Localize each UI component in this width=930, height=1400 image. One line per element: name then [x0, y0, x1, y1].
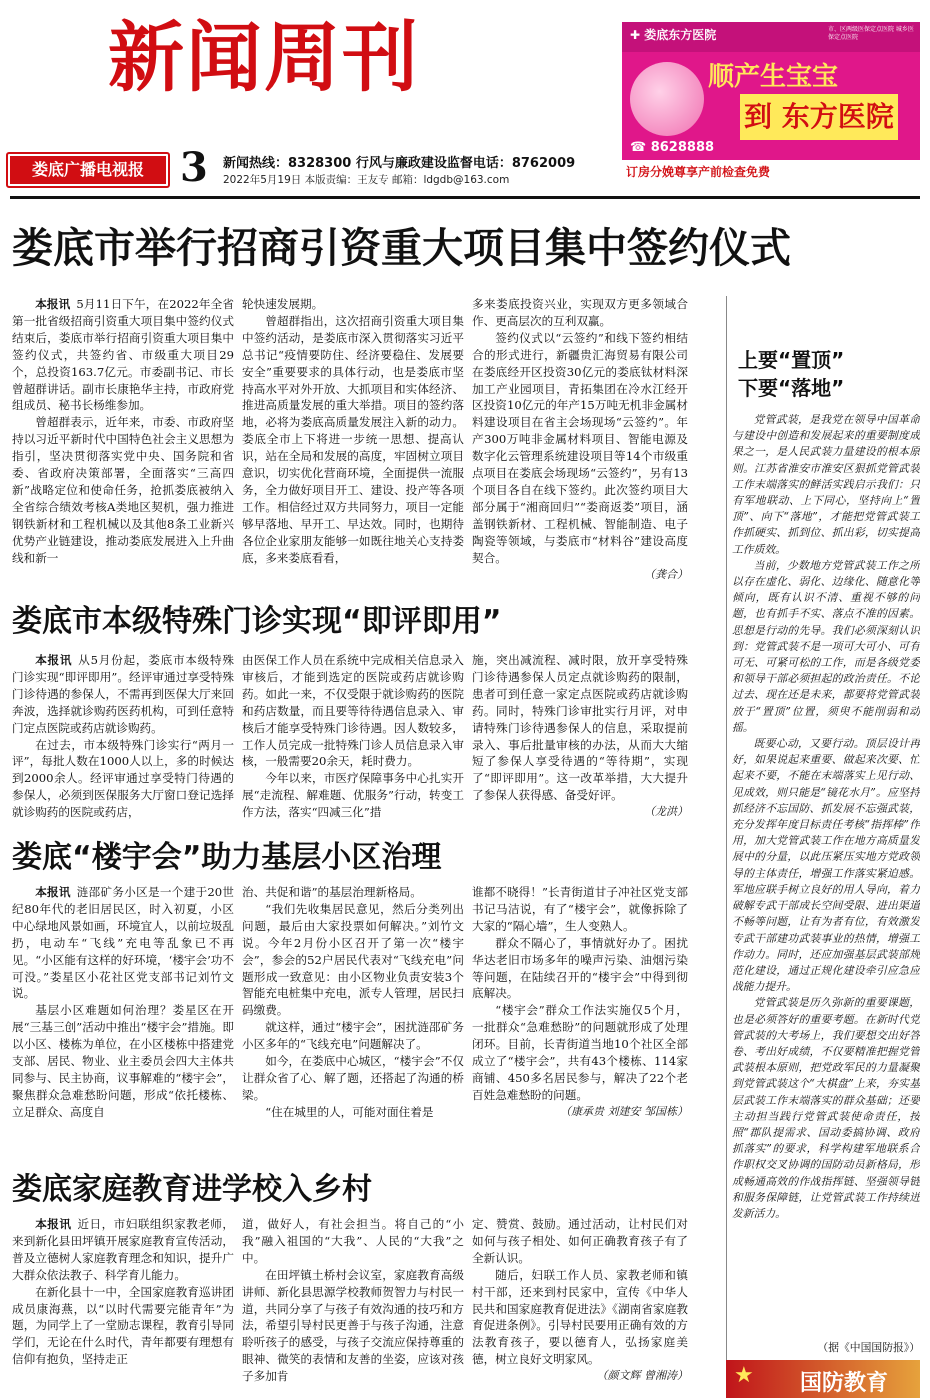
article2-byline: （龙洪）	[644, 805, 688, 819]
article4-paragraph: 在新化县十一中，全国家庭教育巡讲团成员康海燕，以“以时代需要完能青年”为题，为同学上了一堂励志课程，教育引导同学们，无论在什么时代，青年都要有理想有信仰有抱负，坚持走正	[12, 1284, 234, 1367]
article2-paragraph: 施，突出减流程、减时限，放开享受特殊门诊待遇参保人员定点就诊购药的限制，患者可到任意一家定点医院或药店就诊购药。同时，特殊门诊审批实行月评，对申请特殊门诊待遇参保人的信息，采取提前录入、事后批量审核的办法，从而大大缩短了参保人享受待遇的“等待期”，实现了“即评即用”。这一改革举措，大大提升了参保人获得感、备受好评。	[472, 653, 688, 803]
article1-paragraph: 本报讯 5月11日下午，在2022年全省第一批省级招商引资重大项目集中签约仪式结束后，娄底市举行招商引资重大项目集中签约仪式，共签约省、市级重大项目29个，总投资163.7亿元。市委副书记、市长曾超群讲话。副市长康艳华主持，市政府党组成员、秘书长杨维参加。	[12, 297, 234, 413]
article1-paragraph: 签约仪式以“云签约”和线下签约相结合的形式进行，新疆贵汇海贸易有限公司在娄底经开区投资30亿元的娄底钛材料深加工产业园项目，青拓集团在冷水江经开区投资10亿元的年产15万吨无机非金属材料建设项目在省主会场现场“云签约”。年产300万吨非金属材料项目、智能电源及数字化云管理系统建设项目等14个市级重点项目在娄底会场现场“云签约”，另有13个项目各自在线下签约。此次签约项目大部分属于“湘商回归”“娄商返娄”项目，涵盖钢铁新材、工程机械、智能制造、电子陶瓷等领域，与娄底市“材料谷”建设高度契合。	[472, 330, 688, 565]
article4-column-1	[12, 1216, 234, 1396]
article1-lead: 本报讯	[35, 297, 71, 311]
article4-paragraph: 在田坪镇土桥村会议室，家庭教育高级讲师、新化县思源学校教师贺智力与村民一道，共同分享了与孩子有效沟通的技巧和方法，希望引导村民更善于与孩子沟通，注意聆听孩子的感受，与孩子交流应保持尊重的眼神、微笑的表情和友善的坐姿，应该对孩子多加肯	[242, 1267, 464, 1384]
article3-column-2	[242, 884, 464, 1156]
article3-paragraph: “我们先收集居民意见，然后分类列出问题，最后由大家投票如何解决。”刘竹文说。今年2月份小区召开了第一次“楼宇会”，参会的52户居民代表对“飞线充电”问题形成一致意见：由小区物业负责安装3个智能充电桩集中充电，派专人管理，居民扫码缴费。	[242, 901, 464, 1018]
article4-paragraph: 定、赞赏、鼓励。通过活动，让村民们对如何与孩子相处、如何正确教育孩子有了全新认识。	[472, 1217, 688, 1265]
article4-byline: （颜文辉 曾湘涛）	[596, 1369, 688, 1383]
sub-brand-label: 娄底广播电视报	[10, 156, 166, 184]
article3-lead: 本报讯	[35, 885, 71, 899]
hotline-line: 新闻热线：8328300 行风与廉政建设监督电话：8762009	[223, 156, 576, 171]
article1-column-2	[242, 296, 464, 586]
masthead-title: 新闻周刊	[108, 13, 420, 102]
ad-phone: ☎ 8628888	[630, 140, 715, 155]
article4-paragraph: 道，做好人，有社会担当。将自己的“小我”融入祖国的“大我”、人民的“大我”之中。	[242, 1217, 464, 1265]
article1-paragraph: 曾超群表示，近年来，市委、市政府坚持以习近平新时代中国特色社会主义思想为指引，坚决贯彻落实党中央、国务院和省委、省政府决策部署，全面落实“三高四新”战略定位和使命任务，抢抓娄底被纳入全省综合绩效考核A类地区契机，强力推进钢铁新材和工程机械以及其他8条工业新兴优势产业链建设，推动娄底发展进入上升曲线和新一	[12, 415, 234, 565]
sidebar-source: （据《中国国防报》）	[817, 1341, 920, 1354]
article3-byline: （康承贵 刘建安 邹国栋）	[560, 1104, 688, 1118]
article3-paragraph: 治、共促和谐”的基层治理新格局。	[242, 885, 422, 899]
article1-byline: （龚合）	[644, 567, 688, 581]
article2-lead: 本报讯	[35, 653, 73, 667]
article1-headline: 娄底市举行招商引资重大项目集中签约仪式	[12, 224, 791, 272]
article4-paragraph: 随后，妇联工作人员、家教老师和镇村干部，还来到村民家中，宣传《中华人民共和国家庭教育促进法》《湖南省家庭教育促进条例》。引导村民要用正确有效的方法教育孩子，要以德育人，弘扬家庭美德，树立良好文明家风。	[472, 1267, 688, 1367]
national-defense-label: 国防教育	[800, 1371, 889, 1396]
article1-column-3	[472, 296, 688, 586]
issue-line: 2022年5月19日 本版责编：王友专 邮箱：ldgdb@163.com	[223, 174, 510, 186]
sidebar-title-line-1: 上要“置顶”	[738, 348, 845, 372]
article3-paragraph: “楼宇会”群众工作法实施仅5个月，一批群众“急难愁盼”的问题就形成了处理闭环。目前，长青街道当地10个社区全部成立了“楼宇会”，共有43个楼栋、114家商铺、450多名居民参与，解决了22个老百姓急难愁盼的问题。	[472, 1003, 688, 1102]
article4-column-2	[242, 1216, 464, 1396]
article2-column-2	[242, 652, 464, 820]
article3-paragraph: 如今，在娄底中心城区，“楼宇会”不仅让群众省了心、解了题，还搭起了沟通的桥梁。	[242, 1054, 464, 1102]
article1-paragraph: 轮快速发展期。	[242, 297, 324, 311]
article2-column-3	[472, 652, 688, 820]
sidebar-divider	[726, 296, 727, 1366]
ad-slogan-secondary: 到 东方医院	[740, 94, 898, 140]
ad-notes: 市、区两级医保定点医院 城乡医保定点医院	[828, 26, 914, 41]
hospital-advertisement[interactable]	[622, 22, 920, 182]
star-icon: ★	[734, 1363, 754, 1388]
article3-headline: 娄底“楼宇会”助力基层小区治理	[12, 840, 442, 875]
article1-paragraph: 曾超群指出，这次招商引资重大项目集中签约活动，是娄底市深入贯彻落实习近平总书记“疫情要防住、经济要稳住、发展要安全”重要要求的具体行动，也是娄底市坚持高水平对外开放、大抓项目和实体经济、推进高质量发展的重大举措。项目的签约落地，必将为娄底高质量发展注入新的动力。娄底全市上下将进一步统一思想、提高认识，站在全局和发展的高度，牢固树立项目意识，切实优化营商环境，全面提供一流服务，全力做好项目开工、建设、投产等各项工作。相信经过双方共同努力，项目一定能够早落地、早开工、早达效。同时，也期待各位企业家朋友能够一如既往地关心支持娄底，多来娄底看看，	[242, 313, 464, 565]
sidebar-paragraph: 党管武装是历久弥新的重要课题，也是必须答好的重要考题。在新时代党管武装的大考场上，我们要想交出好答卷、考出好成绩，不仅要精准把握党管武装根本原则，把党政军民的力量凝聚到党管武装这个“大棋盘”上来，夯实基层武装工作末端落实的群众基础；还要主动担当践行党管武装使命责任，按照“郡队提需求、国动委搞协调、政府抓落实”的要求，科学构建军地联系合作职权交叉协调的国防动员新格局，形成畅通高效的作战指挥链、坚强领导链和服务保障链，让党管武装工作持续迸发新活力。	[732, 996, 920, 1220]
article1-column-1	[12, 296, 234, 586]
article3-column-1	[12, 884, 234, 1156]
article3-paragraph: “住在城里的人，可能对面住着是	[265, 1104, 434, 1119]
sidebar-paragraph: 既要心动，又要行动。顶层设计再好，如果说起来重要、做起来次要、忙起来不要，不能在末端落实上见行动、见成效，则只能是“镜花水月”。应坚持抓经济不忘国防、抓发展不忘强武装，充分发挥年度目标责任考核“指挥棒”作用，加大党管武装工作在地方高质量发展中的分量，以此压紧压实地方党政领导的主体责任，增强工作落实紧迫感。军地应联手树立良好的用人导向，着力破解专武干部成长空间受限、进出渠道不畅等问题，让有为者有位，有效激发专武干部建功武装事业的热情，增强工作动力。同时，还应加强基层武装部规范化建设，通过正规化建设牵引应急应战能力提升。	[732, 737, 920, 994]
article3-paragraph: 群众不隔心了，事情就好办了。困扰华达老旧市场多年的噪声污染、油烟污染等问题，在陆续召开的“楼宇会”中得到彻底解决。	[472, 935, 688, 1001]
article3-column-3	[472, 884, 688, 1156]
article3-paragraph: 本报讯 涟邵矿务小区是一个建于20世纪80年代的老旧居民区，时入初夏，小区中心绿地风景如画，环境宜人，以前垃圾乱扔，电动车“飞线”充电等乱象已不再见。“小区能有这样的好环境，‘楼宇会’功不可没。”娄星区小花社区党支部书记刘竹文说。	[12, 885, 234, 1001]
article2-paragraph: 由医保工作人员在系统中完成相关信息录入审核后，才能到选定的医院或药店就诊购药。如此一来，不仅受限于就诊购药的医院和药店数量，而且要等待待遇信息录入、审核后才能享受特殊门诊待遇。因人数较多，工作人员完成一批特殊门诊人员信息录入审核，一般需要20余天，耗时费力。	[242, 653, 464, 769]
article3-paragraph: 基层小区难题如何治理？娄星区在开展“三基三创”活动中推出“楼宇会”措施。即以小区、楼栋为单位，在小区楼栋中搭建党支部、居民、物业、业主委员会四大主体共同参与、民主协商，议事解难的“楼宇会”，聚焦群众急难愁盼问题，形成“依托楼栋、立足群众、高度自	[12, 1003, 234, 1119]
ad-slogan-primary: 顺产生宝宝	[708, 62, 839, 92]
article4-lead: 本报讯	[35, 1217, 72, 1231]
article2-headline: 娄底市本级特殊门诊实现“即评即用”	[12, 604, 502, 639]
article4-column-3	[472, 1216, 688, 1396]
article2-column-1	[12, 652, 234, 820]
ad-promo: 订房分娩尊享产前检查免费	[626, 165, 771, 179]
article4-headline: 娄底家庭教育进学校入乡村	[12, 1172, 372, 1207]
article3-paragraph: 谁都不晓得！”长青街道甘子冲社区党支部书记马洁说，有了“楼宇会”，就像拆除了大家的“隔心墙”，生人变熟人。	[472, 885, 688, 933]
ad-baby-photo	[630, 62, 704, 136]
sidebar-paragraph: 党管武装，是我党在领导中国革命与建设中创造和发展起来的重要制度成果之一，是人民武装力量建设的根本原则。江苏省淮安市淮安区狠抓党管武装工作末端落实的鲜活实践启示我们：只有军地联动、上下同心，坚持向上“置顶”、向下“落地”，才能把党管武装工作抓硬实、抓到位、抓出彩，切实提高工作质效。	[732, 413, 920, 556]
article3-paragraph: 就这样，通过“楼宇会”，困扰涟邵矿务小区多年的“飞线充电”问题解决了。	[242, 1020, 464, 1052]
page-number: 3	[180, 144, 208, 191]
ad-hospital-name: ✚ 娄底东方医院	[630, 28, 717, 42]
sidebar-paragraph: 当前，少数地方党管武装工作之所以存在虚化、弱化、边缘化、随意化等倾向，既有认识不清、重视不够的问题，也有抓手不实、落点不准的因素。思想是行动的先导。我们必须深刻认识到：党管武装不是一项可大可小、可有可无、可紧可松的工作，而是各级党委和领导干部必须担起的政治责任。不论过去、现在还是未来，都要将党管武装放于“置顶”位置，须臾不能削弱和动摇。	[732, 558, 920, 734]
article2-paragraph: 在过去，市本级特殊门诊实行“两月一评”，每批人数在1000人以上，多的时候达到2000余人。经评审通过享受特门待遇的参保人，必须到医保服务大厅窗口登记选择就诊购药的医院或药店，	[12, 737, 234, 820]
masthead-rule	[10, 196, 920, 199]
article1-paragraph: 多来娄底投资兴业，实现双方更多领域合作、更高层次的互利双赢。	[472, 297, 688, 328]
article2-paragraph: 本报讯 从5月份起，娄底市本级特殊门诊实现“即评即用”。经评审通过享受特殊门诊待遇的参保人，不需再到医保大厅来回奔波，选择就诊购药医药机构，可到任意特门定点医院或药店就诊购药。	[12, 653, 234, 735]
sidebar-commentary	[732, 412, 920, 1348]
article4-paragraph: 本报讯 近日，市妇联组织家教老师，来到新化县田坪镇开展家庭教育宣传活动，普及立德树人家庭教育理念和知识，提升广大群众依法教子、科学育儿能力。	[12, 1217, 234, 1282]
sidebar-title-line-2: 下要“落地”	[738, 376, 845, 400]
article2-paragraph: 今年以来，市医疗保障事务中心扎实开展“走流程、解难题、优服务”行动，转变工作方法，落实“四减三化”措	[242, 771, 464, 820]
